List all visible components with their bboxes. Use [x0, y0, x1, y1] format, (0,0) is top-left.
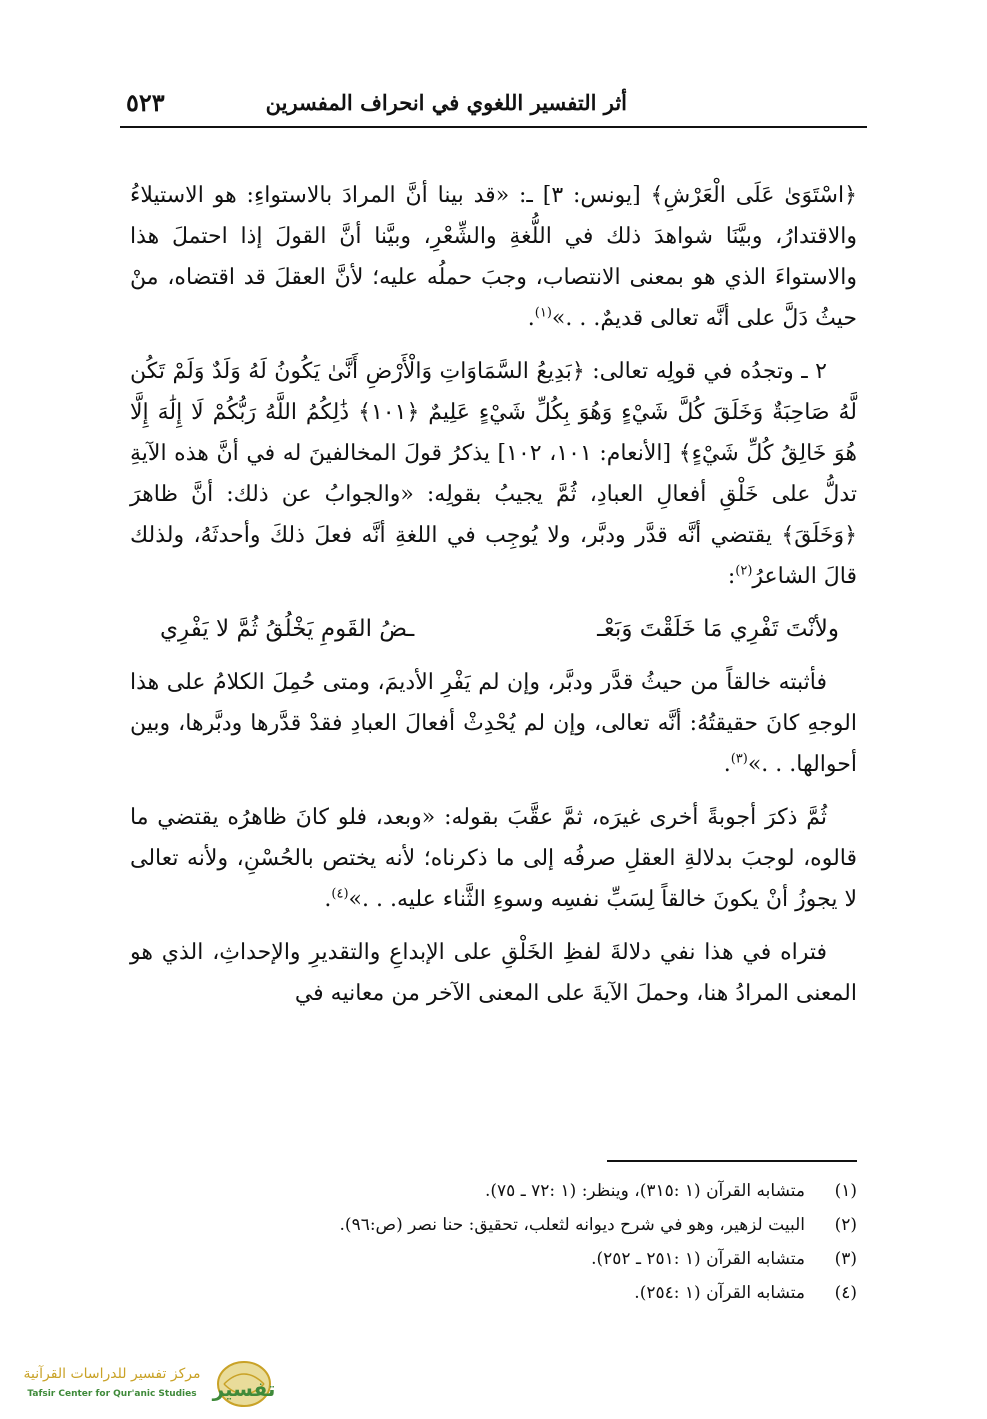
paragraph-5: فتراه في هذا نفي دلالةَ لفظِ الخَلْقِ على الإبداعِ والتقديرِ والإحداثِ، الذي هو المعنى المرادُ هنا، وحملَ الآيةَ على المعنى الآخر من معانيه في — [130, 940, 857, 1006]
logo-english-name: Tafsir Center for Qur'anic Studies — [27, 1389, 197, 1399]
page-header — [120, 86, 867, 128]
footnote-text: البيت لزهير، وهو في شرح ديوانه لثعلب، تحقيق: حنا نصر (ص:٩٦). — [339, 1215, 805, 1235]
footnote-number: (١) — [834, 1181, 857, 1201]
footnote-divider — [607, 1160, 857, 1162]
footnote-ref-3[interactable]: (٣) — [730, 751, 748, 767]
verse-second-hemistich: ـضُ القَومِ يَخْلُقُ ثُمَّ لا يَفْرِي — [160, 616, 415, 642]
logo-brand-text: تفسير — [212, 1377, 276, 1401]
tafsir-logo-icon — [212, 1362, 276, 1406]
footnote-text: متشابه القرآن (١ :٣١٥)، وينظر: (١ :٧٢ ـ ٧٥). — [485, 1181, 805, 1201]
poetry-verse — [130, 609, 857, 650]
footnote-number: (٣) — [834, 1249, 857, 1269]
running-title: أثر التفسير اللغوي في انحراف المفسرين — [265, 90, 627, 115]
verse-first-hemistich: ولأنْتَ تَفْرِي مَا خَلَقْتَ وَبَعْـ — [597, 616, 839, 642]
footnote-text: متشابه القرآن (١ :٢٥١ ـ ٢٥٢). — [591, 1249, 805, 1269]
footnote-item — [130, 1242, 857, 1276]
paragraph-1: ﴿اسْتَوَىٰ عَلَى الْعَرْشِ﴾ [يونس: ٣] ـ: «قد بينا أنَّ المرادَ بالاستواءِ: هو الاستيلاءُ والاقتدارُ، وبيَّنَا شواهدَ ذلك في اللُّغةِ والشِّعْرِ، وبيَّنا أنَّ القولَ إذا احتملَ هذا والاستواءَ الذي هو بمعنى الانتصاب، وجبَ حملُه عليه؛ لأنَّ العقلَ قد اقتضاه، منْ حيثُ دَلَّ على أنَّه تعالى قديمٌ. . .»$^{(١)}$. — [130, 183, 857, 331]
logo-arabic-name: مركز تفسير للدراسات القرآنية — [23, 1366, 201, 1382]
footnote-item — [130, 1276, 857, 1310]
footnote-item — [130, 1174, 857, 1208]
paragraph-4: ثُمَّ ذكرَ أجوبةً أخرى غيرَه، ثمَّ عقَّبَ بقوله: «وبعد، فلو كانَ ظاهرُه يقتضي ما قالوه، لوجبَ بدلالةِ العقلِ صرفُه إلى ما ذكرناه؛ لأنه يختص بالحُسْنِ، ولأنه تعالى لا يجوزُ أنْ يكونَ خالقاً لِسَبِّ نفسِه وسوءِ الثَّناء عليه. . .»$^{(٤)}$. — [130, 805, 857, 912]
footnote-ref-2[interactable]: (٢) — [735, 563, 753, 579]
page-number: ٥٢٣ — [126, 88, 165, 117]
paragraph-2: ٢ ـ وتجدُه في قولِه تعالى: ﴿بَدِيعُ السَّمَاوَاتِ وَالْأَرْضِ أَنَّىٰ يَكُونُ لَهُ وَلَدٌ وَلَمْ تَكُن لَّهُ صَاحِبَةٌ وَخَلَقَ كُلَّ شَيْءٍ وَهُوَ بِكُلِّ شَيْءٍ عَلِيمٌ ﴿١٠١﴾ ذَٰلِكُمُ اللَّهُ رَبُّكُمْ لَا إِلَٰهَ إِلَّا هُوَ خَالِقُ كُلِّ شَيْءٍ﴾ [الأنعام: ١٠١، ١٠٢] يذكرُ قولَ المخالفينَ له في أنَّ هذه الآيةِ تدلُّ على خَلْقِ أفعالِ العبادِ، ثُمَّ يجيبُ بقولِه: «والجوابُ عن ذلك: أنَّ ظاهرَ ﴿وَخَلَقَ﴾ يقتضي أنَّه قدَّر ودبَّر، ولا يُوجِب في اللغةِ أنَّه فعلَ ذلكَ وأحدثَهُ، ولذلك قالَ الشاعرُ$^{(٢)}$: — [130, 359, 857, 589]
tafsir-center-logo — [6, 1352, 276, 1412]
main-text — [130, 175, 857, 1026]
footnote-item — [130, 1208, 857, 1242]
footnotes — [130, 1174, 857, 1310]
footnote-ref-4[interactable]: (٤) — [331, 886, 349, 902]
footnote-ref-1[interactable]: (١) — [534, 305, 552, 321]
footnote-number: (٤) — [834, 1283, 857, 1303]
footnote-text: متشابه القرآن (١ :٢٥٤). — [634, 1283, 805, 1303]
paragraph-3: فأثبته خالقاً من حيثُ قدَّر ودبَّر، وإن لم يَفْرِ الأديمَ، ومتى حُمِلَ الكلامُ على هذا الوجهِ كانَ حقيقتُهُ: أنَّه تعالى، وإن لم يُحْدِثْ أفعالَ العبادِ فقدْ قدَّرها ودبَّرها، وبين أحوالها. . .»$^{(٣)}$. — [130, 670, 857, 777]
footnote-number: (٢) — [834, 1215, 857, 1235]
